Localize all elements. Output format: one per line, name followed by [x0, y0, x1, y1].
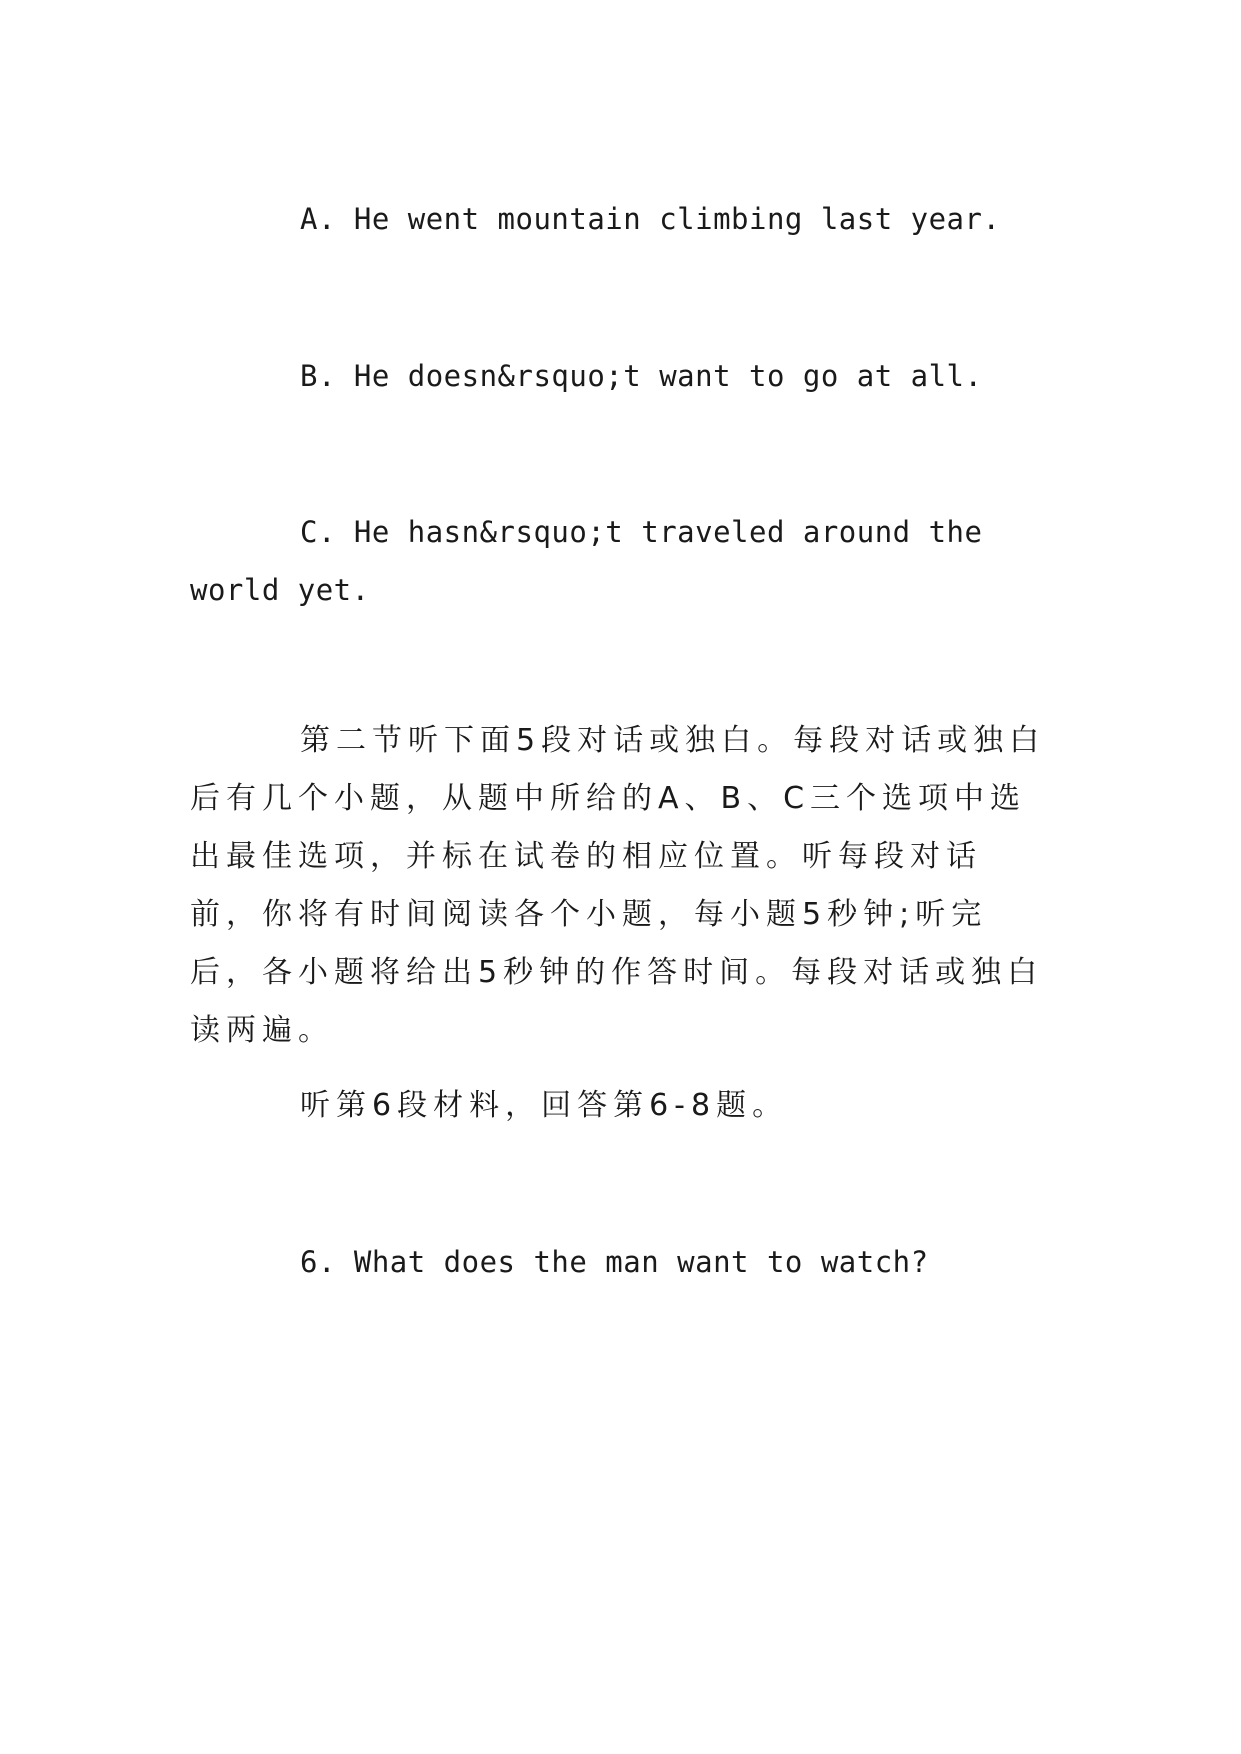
option-b: B. He doesn&rsquo;t want to go at all.: [300, 359, 983, 393]
option-a: A. He went mountain climbing last year.: [300, 202, 1001, 236]
section-two-instructions: 第二节听下面5段对话或独白。每段对话或独白后有几个小题，从题中所给的A、B、C三个选项中选出最佳选项，并标在试卷的相应位置。听每段对话前，你将有时间阅读各个小题，每小题5秒钟;听完后，各小题将给出5秒钟的作答时间。每段对话或独白读两遍。: [190, 723, 1046, 1048]
option-c: C. He hasn&rsquo;t traveled around the world yet.: [190, 515, 1001, 607]
material-6-heading: 听第6段材料，回答第6-8题。: [300, 1088, 789, 1123]
question-6: 6. What does the man want to watch?: [300, 1245, 929, 1279]
